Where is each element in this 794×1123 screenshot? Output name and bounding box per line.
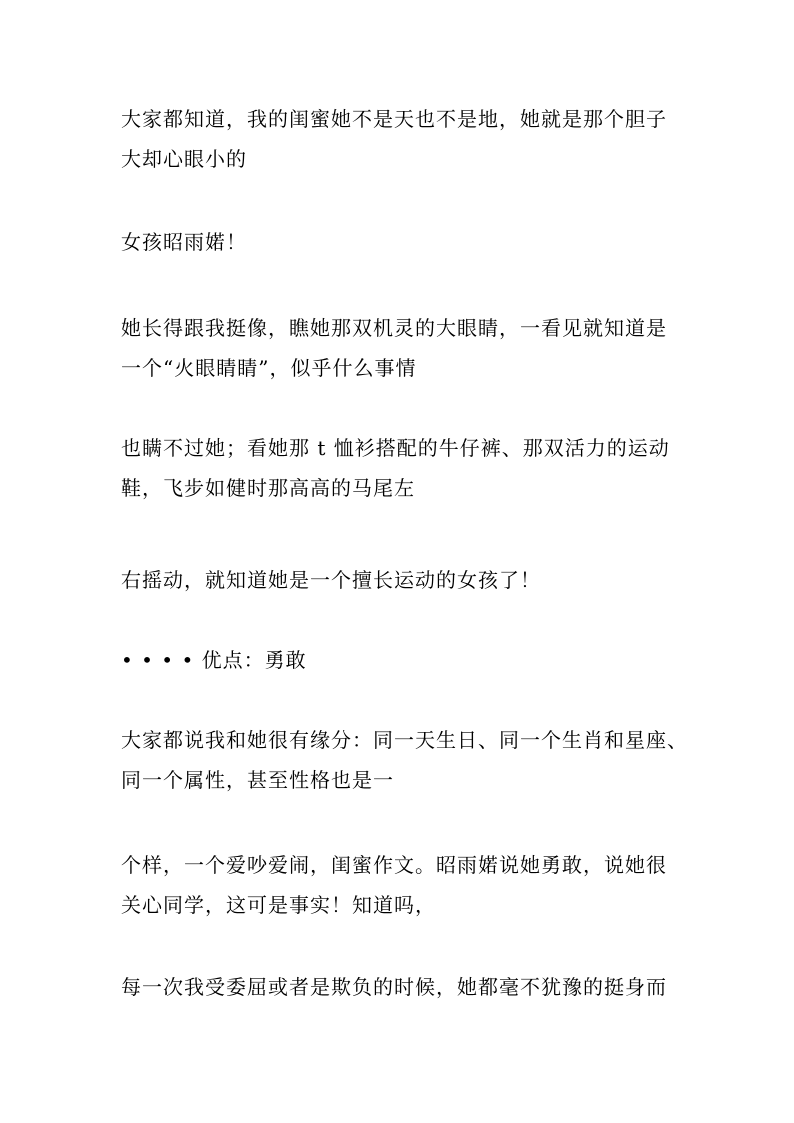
paragraph (121, 560, 681, 600)
text-line: 鞋，飞步如健时那高高的马尾左 (121, 476, 415, 500)
text-line: 大家都说我和她很有缘分：同一天生日、同一个生肖和星座、 (121, 728, 688, 752)
text-line: 个样，一个爱吵爱闹，闺蜜作文。昭雨婼说她勇敢，说她很 (121, 853, 667, 877)
text-line: 一个“火眼睛睛”，似乎什么事情 (121, 356, 417, 380)
text-line: 右摇动，就知道她是一个擅长运动的女孩了！ (121, 568, 541, 592)
paragraph (121, 308, 681, 388)
section-heading (121, 640, 681, 680)
text-line: 大家都知道，我的闺蜜她不是天也不是地，她就是那个胆子 (121, 107, 667, 131)
paragraph (121, 222, 681, 262)
paragraph (121, 720, 688, 800)
text-line: 也瞒不过她；看她那 t 恤衫搭配的牛仔裤、那双活力的运动 (121, 436, 670, 460)
paragraph (121, 967, 681, 1007)
text-line: 她长得跟我挺像，瞧她那双机灵的大眼睛，一看见就知道是 (121, 316, 667, 340)
text-line: 女孩昭雨婼！ (121, 230, 247, 254)
text-line: 同一个属性，甚至性格也是一 (121, 768, 394, 792)
paragraph (121, 845, 681, 925)
text-line: • • • • 优点：勇敢 (121, 648, 307, 672)
text-line: 大却心眼小的 (121, 147, 247, 171)
text-line: 关心同学，这可是事实！知道吗， (121, 893, 436, 917)
paragraph (121, 428, 681, 508)
text-line: 每一次我受委屈或者是欺负的时候，她都毫不犹豫的挺身而 (121, 975, 667, 999)
paragraph (121, 99, 681, 179)
